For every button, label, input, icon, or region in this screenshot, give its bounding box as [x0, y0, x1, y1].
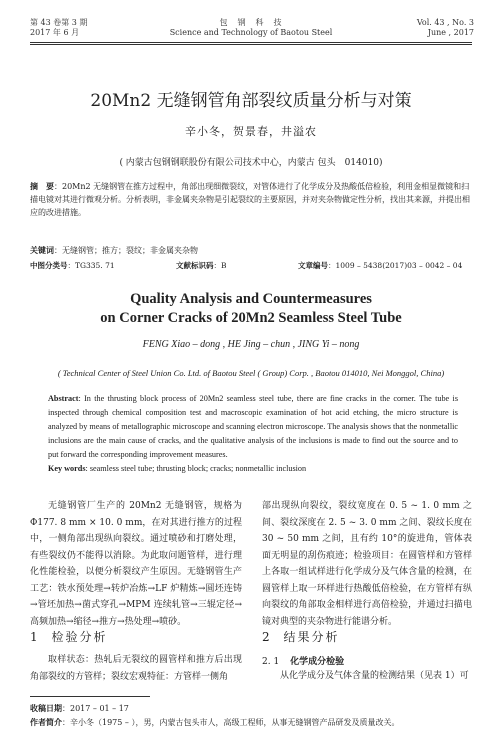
header-volume-en	[417, 18, 474, 38]
author-bio-label: 作者简介	[30, 718, 62, 727]
authors-en: FENG Xiao – dong , HE Jing – chun , JING Yi – nong	[142, 339, 360, 350]
body-intro: 无缝钢管厂生产的 20Mn2 无缝钢管，规格为 Φ177. 8 mm × 10. 0 mm，在对其进行推方的过程中，一侧角部出现纵向裂纹。通过喷砂和打磨处理，有些裂纹仍不能得以消除。为此取问题管样，进行理化性能检验，以便分析裂纹产生原因。无缝钢管生产工艺：铁水预处理→转炉冶炼→LF 炉精炼→圆坯连铸→管坯加热→菌式穿孔→MPM 连续轧管→三辊定径→高频加热→缩径→推方→热处理→喷砂。	[30, 501, 242, 627]
footnote-received	[30, 703, 129, 714]
header-date-cn: 2017 年 6 月	[30, 28, 80, 37]
section-2-title: 结果分析	[283, 630, 340, 644]
keywords-en-label: Key words	[48, 464, 86, 473]
section-1-heading	[30, 628, 242, 645]
journal-name-en: Science and Technology of Baotou Steel	[169, 28, 333, 37]
section-1-title: 检验分析	[51, 630, 108, 644]
affiliation-cn: ( 内蒙古包钢钢联股份有限公司技术中心，内蒙古 包头 014010)	[119, 158, 383, 168]
subsection-2-1-number: 2. 1	[262, 657, 280, 667]
abstract-cn-label: 摘 要	[30, 182, 54, 191]
subsection-2-1-heading	[262, 654, 472, 667]
keywords-cn-label: 关键词	[30, 246, 54, 255]
subsection-2-1-title: 化学成分检验	[290, 657, 345, 667]
abstract-cn-text: ：20Mn2 无缝钢管在推方过程中，角部出现细微裂纹，对管体进行了化学成分及热酸低倍检验，利用金相显微镜和扫描电镜对其进行微观分析。分析表明，非金属夹杂物是引起裂纹的主要原因，并对夹杂物做定性分析，找出其来源，并提出相应的改进措施。	[30, 182, 470, 217]
section-1-text: 取样状态：热轧后无裂纹的圆管样和推方后出现角部裂纹的方管样；裂纹宏观特征：方管样一侧角	[30, 655, 242, 682]
body-right-text: 部出现纵向裂纹，裂纹宽度在 0. 5 ~ 1. 0 mm 之间、裂纹深度在 2. 5 ~ 3. 0 mm 之间、裂纹长度在 30 ~ 50 mm 之间，且有约 10°的旋进角，管体表面无明显的刮伤痕迹；检验项目：在圆管样和方管样上各取一组试样进行化学成分及气体含量的检测，在圆管样上取一环样进行热酸低倍检验，在方管样有纵向裂纹的角部取金相样进行高倍检验，并通过扫描电镜对典型的夹杂物进行能谱分析。	[262, 501, 472, 627]
header-rule	[30, 42, 472, 43]
clc-number: 中图分类号：TG335. 71	[30, 261, 115, 270]
title-en-line1: Quality Analysis and Countermeasures	[130, 291, 372, 307]
abstract-en-text: : In the thrusting block process of 20Mn2 seamless steel tube, there are fine cracks in the corner. The tube is inspected through chemical composition test and macroscopic examination of hot acid etching, the micro structure is analyzed by means of metallographic microscope and scanning electron microscope. The analysis shows that the nonmetallic inclusions are the main cause of cracks, and the qualitative analysis of the inclusions is made to find out the source and to put forward the corresponding improvement measures.	[48, 394, 459, 459]
header-date-en: June , 2017	[427, 28, 474, 37]
header-volume-issue-cn: 第 43 卷第 3 期	[30, 18, 88, 27]
footnote-author	[30, 717, 472, 728]
footnote-rule	[30, 696, 150, 697]
affiliation-en: ( Technical Center of Steel Union Co. Ltd. of Baotou Steel ( Group) Corp. , Baotou 014010, Nei Monggol, China)	[57, 368, 445, 378]
title-en-line2: on Corner Cracks of 20Mn2 Seamless Steel Tube	[100, 310, 402, 326]
keywords-cn	[30, 244, 472, 257]
title-cn: 20Mn2 无缝钢管角部裂纹质量分析与对策	[90, 91, 412, 111]
subsection-2-1-text: 从化学成分及气体含量的检测结果（见表 1）可	[280, 671, 469, 681]
section-2-heading	[262, 628, 472, 645]
received-date: ：2017 – 01 – 17	[62, 704, 129, 713]
header-rule-thin	[30, 44, 472, 45]
authors-cn: 辛小冬，贺景春，井溢农	[185, 125, 317, 138]
received-label: 收稿日期	[30, 704, 62, 713]
keywords-en-text: : seamless steel tube; thrusting block; cracks; nonmetallic inclusion	[85, 464, 307, 473]
section-2-number: 2	[262, 630, 270, 644]
document-code: 文献标识码：B	[176, 261, 227, 270]
abstract-en-label: Abstract	[48, 394, 79, 403]
keywords-cn-text: ：无缝钢管；推方；裂纹；非金属夹杂物	[54, 246, 198, 255]
author-bio-text: ：辛小冬（1975 – ），男，内蒙古包头市人，高级工程师，从事无缝钢管产品研发及质量改关。	[62, 718, 400, 727]
article-number: 文章编号：1009 – 5438(2017)03 – 0042 – 04	[298, 261, 463, 270]
abstract-cn	[30, 180, 472, 219]
header-volume-issue-en: Vol. 43 , No. 3	[416, 18, 474, 27]
journal-name-cn: 包 钢 科 技	[219, 18, 283, 27]
abstract-en	[48, 392, 458, 476]
section-1-number: 1	[30, 630, 38, 644]
